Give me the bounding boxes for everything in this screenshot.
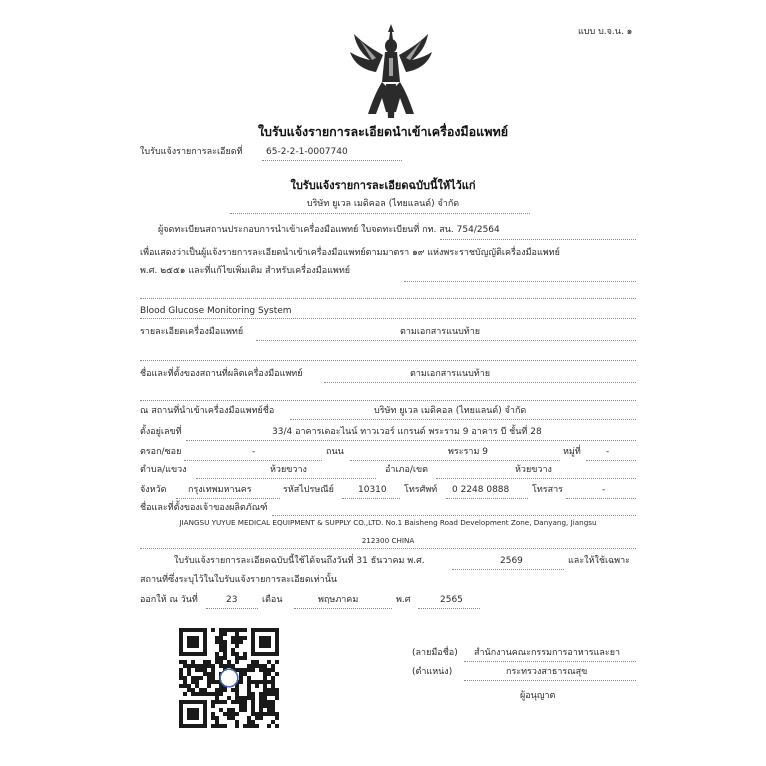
underline [272, 515, 636, 516]
underline [262, 160, 402, 161]
manufacturer-value: ตามเอกสารแนบท้าย [410, 369, 491, 379]
underline [196, 478, 376, 479]
underline [294, 608, 392, 609]
company-name: บริษัท ยูเวล เมดิคอล (ไทยแลนด์) จำกัด [306, 199, 460, 209]
underline [184, 460, 322, 461]
doc-number: 65-2-2-1-0007740 [266, 147, 348, 157]
issued-year: 2565 [440, 595, 463, 605]
underline [176, 498, 280, 499]
underline [586, 460, 636, 461]
issued-to-heading: ใบรับแจ้งรายการละเอียดฉบับนี้ให้ไว้แก่ [290, 179, 476, 192]
underline [140, 548, 636, 549]
postcode-value: 10310 [358, 485, 387, 495]
declaration-line: เพื่อแสดงว่าเป็นผู้แจ้งรายการละเอียดนำเข้าเครื่องมือแพทย์ตามมาตรา ๑๙ แห่งพระราชบัญญัติเครื่องมือแพทย์ [140, 248, 560, 258]
signature-label: (ลายมือชื่อ) [412, 648, 458, 658]
phone-label: โทรศัพท์ [404, 485, 438, 495]
road-value: พระราม 9 [448, 447, 489, 457]
garuda-emblem-icon [346, 22, 436, 122]
fax-value: - [602, 485, 606, 495]
validity-year: 2569 [500, 556, 523, 566]
underline [140, 360, 636, 361]
underline [342, 498, 400, 499]
doc-number-label: ใบรับแจ้งรายการละเอียดที่ [140, 147, 243, 157]
postcode-label: รหัสไปรษณีย์ [283, 485, 334, 495]
underline [404, 281, 636, 282]
document-title: ใบรับแจ้งรายการละเอียดนำเข้าเครื่องมือแพทย์ [257, 124, 509, 139]
phone-value: 0 2248 0888 [452, 485, 510, 495]
district-value: ห้วยขวาง [515, 465, 552, 475]
year-label: พ.ศ [396, 595, 411, 605]
soi-value: - [252, 447, 256, 457]
province-value: กรุงเทพมหานคร [188, 485, 252, 495]
import-place-value: บริษัท ยูเวล เมดิคอล (ไทยแลนด์) จำกัด [374, 406, 527, 416]
validity-text: ใบรับแจ้งรายการละเอียดฉบับนี้ใช้ได้จนถึงวันที่ 31 ธันวาคม พ.ศ. [174, 556, 425, 566]
import-place-label: ณ สถานที่นำเข้าเครื่องมือแพทย์ชื่อ [140, 406, 275, 416]
underline [140, 400, 636, 401]
owner-label: ชื่อและที่ตั้งของเจ้าของผลิตภัณฑ์ [140, 503, 268, 513]
underline [436, 478, 636, 479]
validity-suffix: และให้ใช้เฉพาะ [568, 556, 631, 566]
address-value: 33/4 อาคารเดอะไนน์ ทาวเวอร์ แกรนด์ พระราม 9 อาคาร บี ชั้นที่ 28 [272, 427, 542, 437]
position-label: (ตำแหน่ง) [412, 667, 453, 677]
device-name: Blood Glucose Monitoring System [140, 306, 292, 316]
licensor-label: ผู้อนุญาต [520, 691, 556, 701]
underline [186, 440, 636, 441]
underline [324, 382, 636, 383]
details-label: รายละเอียดเครื่องมือแพทย์ [140, 327, 244, 337]
address-label: ตั้งอยู่เลขที่ [140, 427, 182, 437]
district-label: อำเภอ/เขต [385, 465, 428, 475]
soi-label: ตรอก/ซอย [140, 447, 182, 457]
issued-date-label: ออกให้ ณ วันที่ [140, 595, 198, 605]
moo-value: - [606, 447, 610, 457]
form-code: แบบ บ.จ.น. ๑ [578, 27, 633, 37]
underline [140, 298, 636, 299]
underline [418, 608, 480, 609]
underline [256, 340, 636, 341]
underline [440, 239, 636, 240]
underline [350, 460, 560, 461]
owner-value-line-2: 212300 CHINA [361, 536, 415, 545]
manufacturer-label: ชื่อและที่ตั้งของสถานที่ผลิตเครื่องมือแพทย์ [140, 369, 303, 379]
province-label: จังหวัด [140, 485, 167, 495]
underline [566, 498, 636, 499]
subdistrict-value: ห้วยขวาง [270, 465, 307, 475]
underline [230, 213, 530, 214]
underline [452, 569, 564, 570]
owner-value-line-1: JIANGSU YUYUE MEDICAL EQUIPMENT & SUPPLY CO.,LTD. No.1 Baisheng Road Development Zone, Danyang, Jiangsu [179, 518, 597, 527]
qr-code [179, 628, 279, 728]
month-label: เดือน [262, 595, 283, 605]
issued-day: 23 [226, 595, 238, 605]
underline [464, 680, 636, 681]
underline [290, 419, 636, 420]
underline [464, 661, 636, 662]
signature-value: สำนักงานคณะกรรมการอาหารและยา [474, 648, 621, 658]
underline [206, 608, 258, 609]
position-value: กระทรวงสาธารณสุข [506, 667, 588, 677]
underline [446, 498, 528, 499]
act-line: พ.ศ. ๒๕๕๑ และที่แก้ไขเพิ่มเติม สำหรับเครื่องมือแพทย์ [140, 266, 351, 276]
fax-label: โทรสาร [532, 485, 563, 495]
place-text: สถานที่ซึ่งระบุไว้ในใบรับแจ้งรายการละเอียดเท่านั้น [140, 575, 338, 585]
moo-label: หมู่ที่ [563, 447, 581, 457]
issued-month: พฤษภาคม [318, 595, 359, 605]
subdistrict-label: ตำบล/แขวง [140, 465, 187, 475]
registrant-line: ผู้จดทะเบียนสถานประกอบการนำเข้าเครื่องมือแพทย์ ใบจดทะเบียนที่ กท. สน. 754/2564 [158, 225, 500, 235]
details-value: ตามเอกสารแนบท้าย [400, 327, 481, 337]
underline [140, 318, 636, 319]
road-label: ถนน [326, 447, 344, 457]
